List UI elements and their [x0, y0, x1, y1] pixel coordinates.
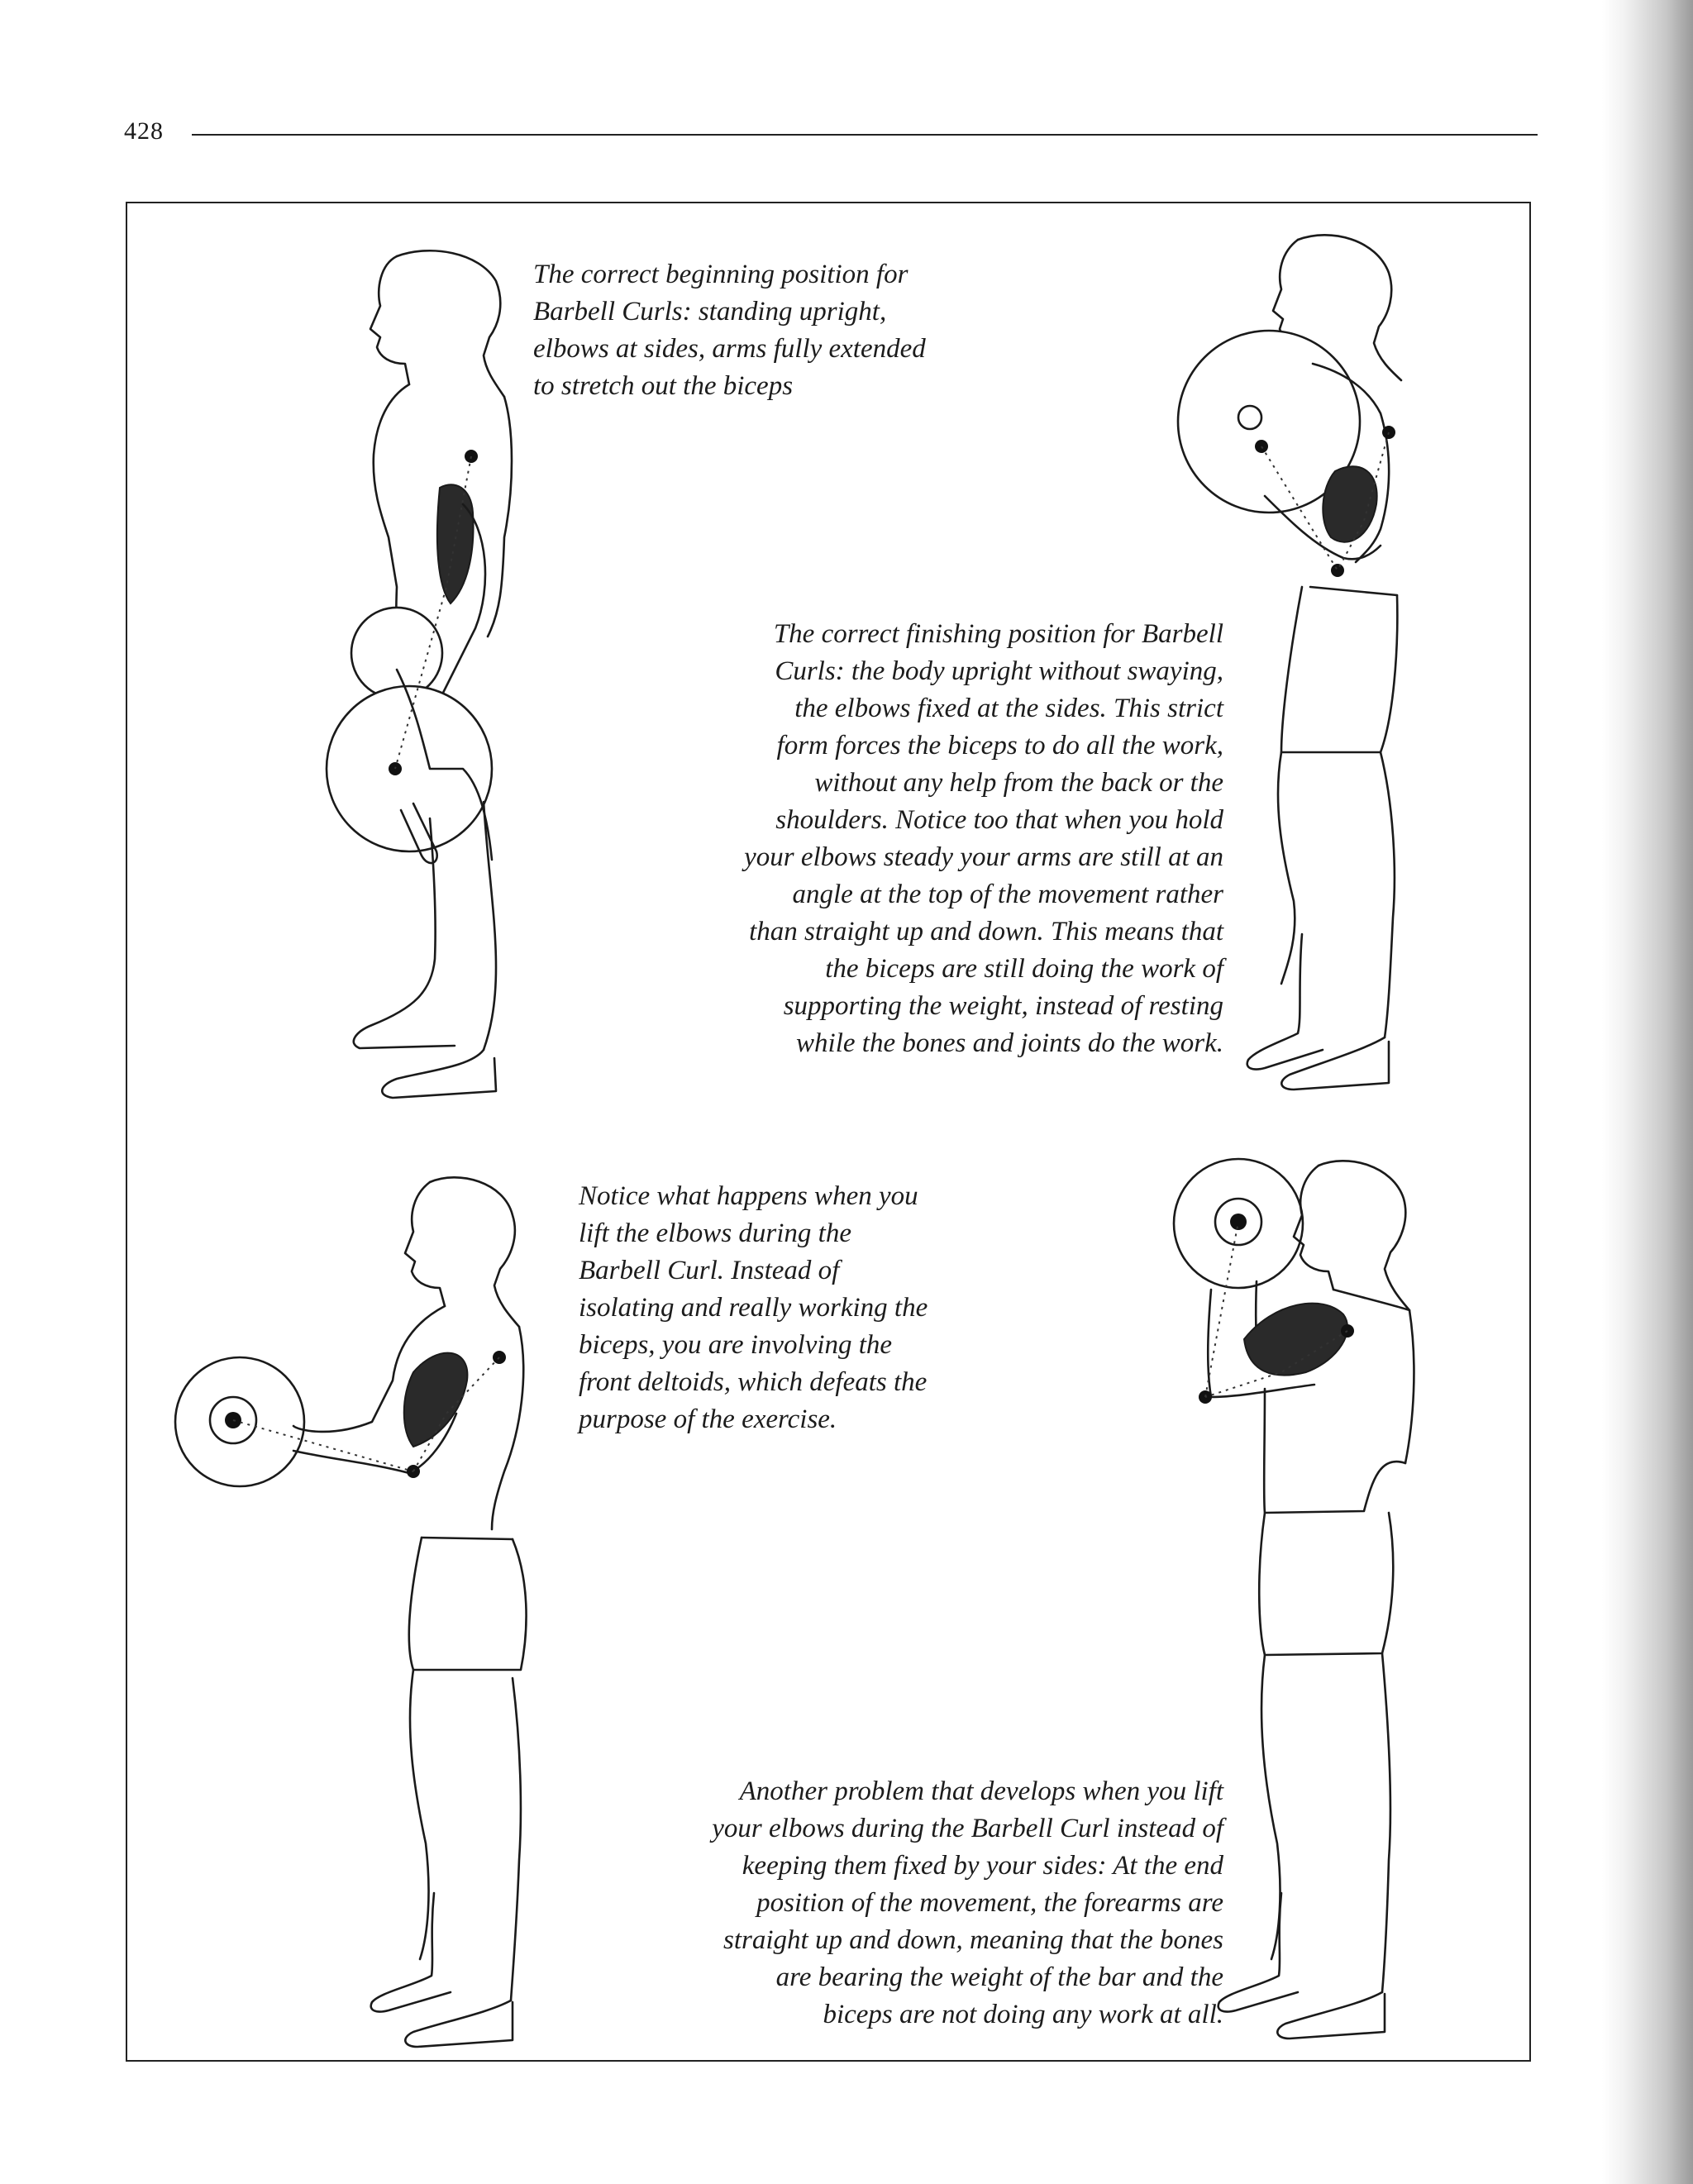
book-spine-shadow	[1602, 0, 1693, 2184]
caption-line: isolating and really working the	[579, 1293, 928, 1323]
caption-line: your elbows during the Barbell Curl instead of	[712, 1814, 1223, 1843]
caption-line: Notice what happens when you	[579, 1181, 918, 1211]
caption-line: Barbell Curls: standing upright,	[533, 297, 887, 327]
caption-line: while the bones and joints do the work.	[796, 1028, 1223, 1058]
caption-line: keeping them fixed by your sides: At the end	[742, 1851, 1223, 1881]
caption-line: The correct beginning position for	[533, 260, 908, 289]
caption-line: shoulders. Notice too that when you hold	[775, 805, 1223, 835]
caption-line: Another problem that develops when you lift	[739, 1776, 1223, 1806]
caption-line: than straight up and down. This means that	[749, 917, 1223, 947]
caption-line: supporting the weight, instead of resting	[783, 991, 1223, 1021]
caption-elbows-lifted	[579, 1178, 1042, 1438]
caption-line: form forces the biceps to do all the work,	[776, 731, 1223, 761]
figure-elbows-lifted-illustration	[165, 1166, 562, 2058]
caption-line: your elbows steady your arms are still at an	[744, 842, 1223, 872]
page-number: 428	[124, 117, 164, 145]
caption-line: purpose of the exercise.	[579, 1404, 837, 1434]
header-rule	[192, 134, 1538, 136]
caption-line: position of the movement, the forearms are	[756, 1888, 1223, 1918]
caption-line: biceps are not doing any work at all.	[823, 2000, 1223, 2029]
caption-finishing-position	[678, 616, 1223, 1062]
caption-line: biceps, you are involving the	[579, 1330, 893, 1360]
caption-line: to stretch out the biceps	[533, 371, 794, 401]
caption-line: angle at the top of the movement rather	[792, 880, 1223, 909]
caption-line: straight up and down, meaning that the bones	[723, 1925, 1223, 1955]
figure-beginning-position	[298, 240, 546, 1108]
caption-beginning-position	[533, 256, 996, 405]
caption-forearms-vertical	[653, 1773, 1223, 2034]
caption-line: elbows at sides, arms fully extended	[533, 334, 926, 364]
caption-line: The correct finishing position for Barbell	[773, 619, 1223, 649]
caption-line: Barbell Curl. Instead of	[579, 1256, 840, 1285]
caption-line: front deltoids, which defeats the	[579, 1367, 928, 1397]
caption-line: are bearing the weight of the bar and the	[775, 1962, 1223, 1992]
caption-line: lift the elbows during the	[579, 1218, 851, 1248]
caption-line: the elbows fixed at the sides. This strict	[794, 694, 1223, 723]
figure-elbows-lifted	[165, 1166, 562, 2058]
caption-line: without any help from the back or the	[814, 768, 1223, 798]
caption-line: the biceps are still doing the work of	[825, 954, 1223, 984]
figure-beginning-illustration	[298, 240, 546, 1108]
caption-line: Curls: the body upright without swaying,	[775, 656, 1223, 686]
